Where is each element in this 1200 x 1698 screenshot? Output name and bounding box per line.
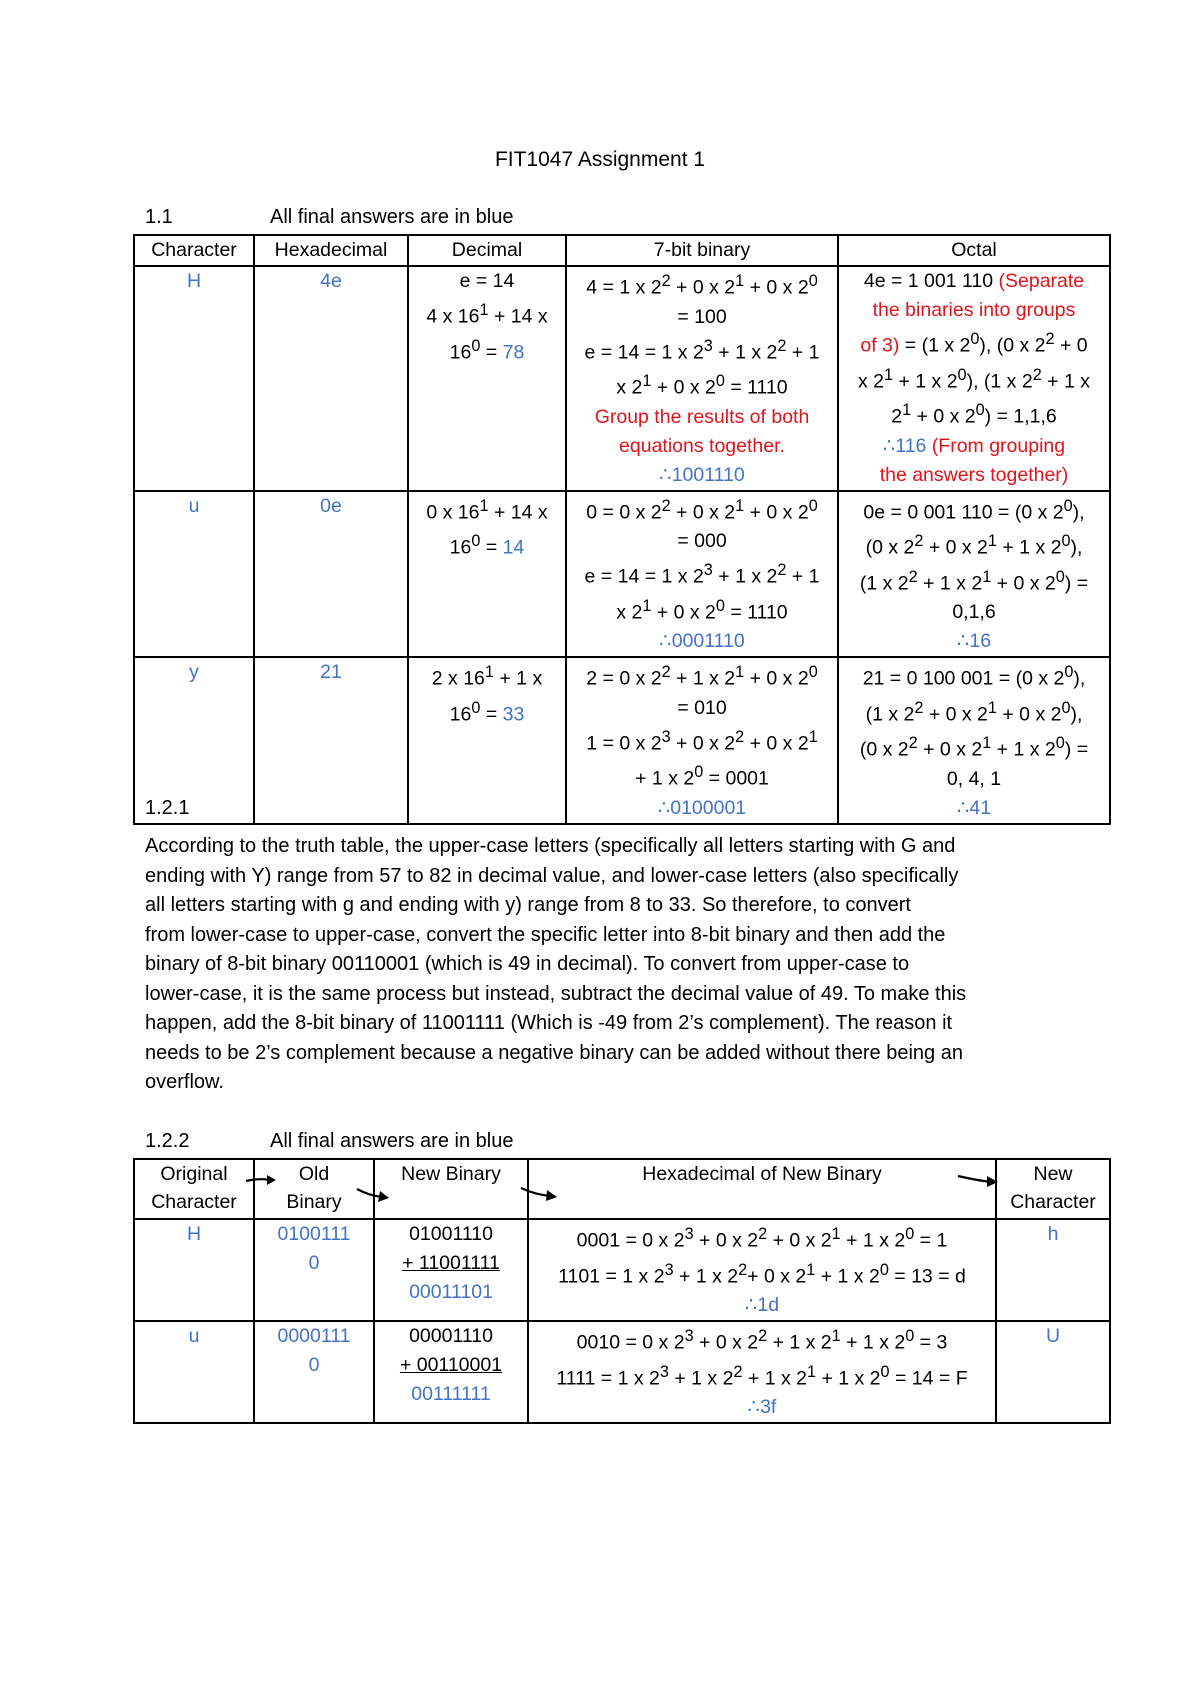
column-header: Decimal bbox=[408, 235, 566, 266]
column-header: Hexadecimal of New Binary bbox=[528, 1159, 996, 1219]
column-header: Hexadecimal bbox=[254, 235, 408, 266]
final-answer: ∴0100001 bbox=[657, 796, 747, 819]
hex-cell: 21 bbox=[254, 657, 408, 824]
note-line: equations together. bbox=[619, 434, 785, 457]
calc-line: 0e = 0 001 110 = (0 x $2^0$), bbox=[863, 496, 1085, 523]
arrow-right-icon bbox=[245, 1172, 279, 1188]
calc-line: 1 = 0 x $2^3 + 0$ x $2^2 + 0$ x $2^1$ bbox=[586, 727, 818, 754]
calc-line: (1 x $2^2 + 0$ x $2^1 + 0$ x $2^0$), bbox=[865, 698, 1083, 725]
calc-line: 0,1,6 bbox=[952, 601, 996, 623]
final-answer: ∴41 bbox=[956, 796, 992, 819]
page-title: FIT1047 Assignment 1 bbox=[494, 148, 706, 171]
final-answer: ∴3f bbox=[747, 1396, 777, 1418]
section-1-1-heading bbox=[145, 206, 513, 229]
calc-line: ∴116 (From grouping bbox=[882, 434, 1066, 457]
final-answer: 33 bbox=[502, 703, 525, 725]
calc-line: = 000 bbox=[677, 530, 727, 552]
final-answer: 00011101 bbox=[409, 1281, 493, 1303]
decimal-cell bbox=[408, 491, 566, 658]
old-binary-cell: 0100111 0 bbox=[254, 1219, 374, 1321]
explanation-paragraph bbox=[145, 832, 1065, 1098]
character-cell: H bbox=[134, 266, 254, 491]
column-header: New Binary bbox=[374, 1159, 528, 1219]
character-cell: y bbox=[134, 657, 254, 824]
paragraph-line: happen, add the 8-bit binary of 11001111 (Which is -49 from 2’s complement). The reason it bbox=[145, 1012, 953, 1034]
final-answer: ∴116 bbox=[882, 434, 927, 457]
original-character-cell: H bbox=[134, 1219, 254, 1321]
table-row bbox=[134, 1219, 1110, 1321]
table-row bbox=[134, 266, 1110, 491]
final-answer: ∴0001110 bbox=[659, 630, 745, 652]
final-answer: 14 bbox=[502, 536, 525, 559]
note-line: Group the results of both bbox=[594, 405, 810, 428]
new-character-cell: U bbox=[996, 1321, 1110, 1423]
calc-line: 21 = 0 100 001 = (0 x $2^0$), bbox=[862, 663, 1086, 690]
paragraph-line: from lower-case to upper-case, convert the specific letter into 8-bit binary and then add the bbox=[145, 923, 946, 946]
octal-cell bbox=[838, 491, 1110, 658]
binary-cell bbox=[566, 266, 838, 491]
calc-line: 1101 = 1 x $2^3 + 1$ x $2^2+ 0$ x $2^1 + 1$ x $2^0 = 13 = d$ bbox=[558, 1260, 966, 1287]
column-header: 7-bit binary bbox=[566, 235, 838, 266]
calc-line: = 010 bbox=[677, 696, 727, 719]
calc-line: (0 x $2^2 + 0$ x $2^1 + 1$ x $2^0$), bbox=[865, 532, 1083, 559]
paragraph-line: According to the truth table, the upper-case letters (specifically all letters starting with G and bbox=[145, 835, 956, 857]
calc-line: $16^0 = 33$ bbox=[449, 698, 525, 725]
column-header: Octal bbox=[838, 235, 1110, 266]
note-line: the binaries into groups bbox=[872, 299, 1076, 321]
paragraph-line: ending with Y) range from 57 to 82 in decimal value, and lower-case letters (also specifically bbox=[145, 864, 959, 887]
calc-line: (1 x $2^2 + 1$ x $2^1 + 0$ x $2^0$) = bbox=[859, 567, 1089, 594]
column-header: New Character bbox=[996, 1159, 1110, 1219]
column-header: Old Binary bbox=[254, 1159, 374, 1219]
hex-new-binary-cell bbox=[528, 1219, 996, 1321]
note-line: the answers together) bbox=[879, 463, 1069, 486]
section-number: 1.1 bbox=[145, 206, 173, 228]
table-header-row bbox=[134, 235, 1110, 266]
character-cell: u bbox=[134, 491, 254, 658]
final-answer: ∴1d bbox=[744, 1294, 780, 1316]
section-number: 1.2.1 bbox=[145, 797, 190, 819]
calc-line: + 1 x $2^0 = 0001$ bbox=[635, 763, 769, 790]
calc-line: 0, 4, 1 bbox=[946, 767, 1002, 790]
decimal-cell bbox=[408, 266, 566, 491]
binary-cell bbox=[566, 491, 838, 658]
section-note: All final answers are in blue bbox=[270, 1130, 514, 1152]
arrow-right-icon bbox=[957, 1171, 1001, 1191]
new-character-cell: h bbox=[996, 1219, 1110, 1321]
hex-cell: 0e bbox=[254, 491, 408, 658]
table-row bbox=[134, 1321, 1110, 1423]
calc-line: 0 = 0 x $2^2 + 0$ x $2^1 + 0$ x $2^0$ bbox=[586, 496, 818, 523]
calc-line: 2 = 0 x $2^2 + 1$ x $2^1 + 0$ x $2^0$ bbox=[586, 663, 818, 690]
calc-line: 1111 = 1 x $2^3 + 1$ x $2^2 + 1$ x $2^1 + 1$ x $2^0 = 14 = F$ bbox=[556, 1362, 968, 1389]
calc-line: $16^0 = 14$ bbox=[449, 532, 525, 559]
calc-line: 0 x $16^1 + 14$ x bbox=[426, 496, 548, 523]
column-header: Character bbox=[134, 235, 254, 266]
calc-line: 0010 = 0 x $2^3 + 0$ x $2^2 + 1$ x $2^1 + 1$ x $2^0 = 3$ bbox=[576, 1327, 948, 1354]
octal-cell bbox=[838, 266, 1110, 491]
hex-cell: 4e bbox=[254, 266, 408, 491]
calc-line: e = 14 = 1 x $2^3 + 1$ x $2^2 + 1$ bbox=[584, 336, 820, 363]
column-header: Original Character bbox=[134, 1159, 254, 1219]
original-character-cell: u bbox=[134, 1321, 254, 1423]
calc-line: of 3) = (1 x $2^0$), (0 x $2^2 + 0$ bbox=[860, 330, 1088, 357]
paragraph-line: binary of 8-bit binary 00110001 (which is 49 in decimal). To convert from upper-case to bbox=[145, 953, 910, 975]
calc-line: $2^1 + 0$ x $2^0) = 1,1,6$ bbox=[891, 401, 1057, 428]
binary-cell bbox=[566, 657, 838, 824]
table-row bbox=[134, 491, 1110, 658]
paragraph-line: all letters starting with g and ending with y) range from 8 to 33. So therefore, to convert bbox=[145, 894, 911, 916]
conversion-table bbox=[133, 234, 1111, 825]
arrow-right-icon bbox=[520, 1183, 560, 1205]
arrow-right-icon bbox=[356, 1184, 392, 1206]
final-answer: ∴1001110 bbox=[659, 463, 745, 486]
calc-line: x $2^1 + 1$ x $2^0$), (1 x $2^2 + 1$ x bbox=[857, 365, 1090, 392]
calc-line: 4 = 1 x $2^2 + 0$ x $2^1 + 0$ x $2^0$ bbox=[586, 272, 818, 299]
section-1-2-2-heading bbox=[145, 1130, 513, 1153]
calc-line: (0 x $2^2 + 0$ x $2^1 + 1$ x $2^0$) = bbox=[859, 734, 1089, 761]
case-conversion-table bbox=[133, 1158, 1111, 1424]
new-binary-cell: 01001110 + 11001111 00011101 bbox=[374, 1219, 528, 1321]
calc-line: = 100 bbox=[677, 305, 727, 328]
calc-line: 4e = 1 001 110 (Separate bbox=[863, 270, 1085, 292]
hex-new-binary-cell bbox=[528, 1321, 996, 1423]
paragraph-line: needs to be 2’s complement because a negative binary can be added without there being an bbox=[145, 1041, 963, 1064]
paragraph-line: overflow. bbox=[145, 1071, 224, 1093]
section-note: All final answers are in blue bbox=[270, 206, 514, 228]
calc-line: $16^0 = 78$ bbox=[449, 336, 525, 363]
calc-line: x $2^1 + 0$ x $2^0 = 1110$ bbox=[616, 596, 788, 623]
old-binary-cell: 0000111 0 bbox=[254, 1321, 374, 1423]
table-row bbox=[134, 657, 1110, 824]
final-answer: 00111111 bbox=[411, 1383, 491, 1405]
paragraph-line: lower-case, it is the same process but instead, subtract the decimal value of 49. To make this bbox=[145, 982, 967, 1005]
new-binary-cell: 00001110 + 00110001 00111111 bbox=[374, 1321, 528, 1423]
section-number: 1.2.2 bbox=[145, 1130, 190, 1152]
decimal-cell bbox=[408, 657, 566, 824]
calc-line: 0001 = 0 x $2^3 + 0$ x $2^2 + 0$ x $2^1 + 1$ x $2^0 = 1$ bbox=[576, 1225, 948, 1252]
final-answer: 78 bbox=[502, 341, 525, 363]
final-answer: ∴16 bbox=[956, 630, 992, 652]
calc-line: 4 x $16^1 + 14$ x bbox=[426, 301, 548, 328]
calc-line: e = 14 bbox=[459, 270, 515, 292]
octal-cell bbox=[838, 657, 1110, 824]
calc-line: 2 x $16^1 + 1$ x bbox=[431, 663, 543, 690]
calc-line: x $2^1 + 0$ x $2^0 = 1110$ bbox=[616, 372, 788, 399]
calc-line: e = 14 = 1 x $2^3 + 1$ x $2^2 + 1$ bbox=[584, 561, 820, 588]
section-1-2-1-heading bbox=[145, 797, 189, 820]
